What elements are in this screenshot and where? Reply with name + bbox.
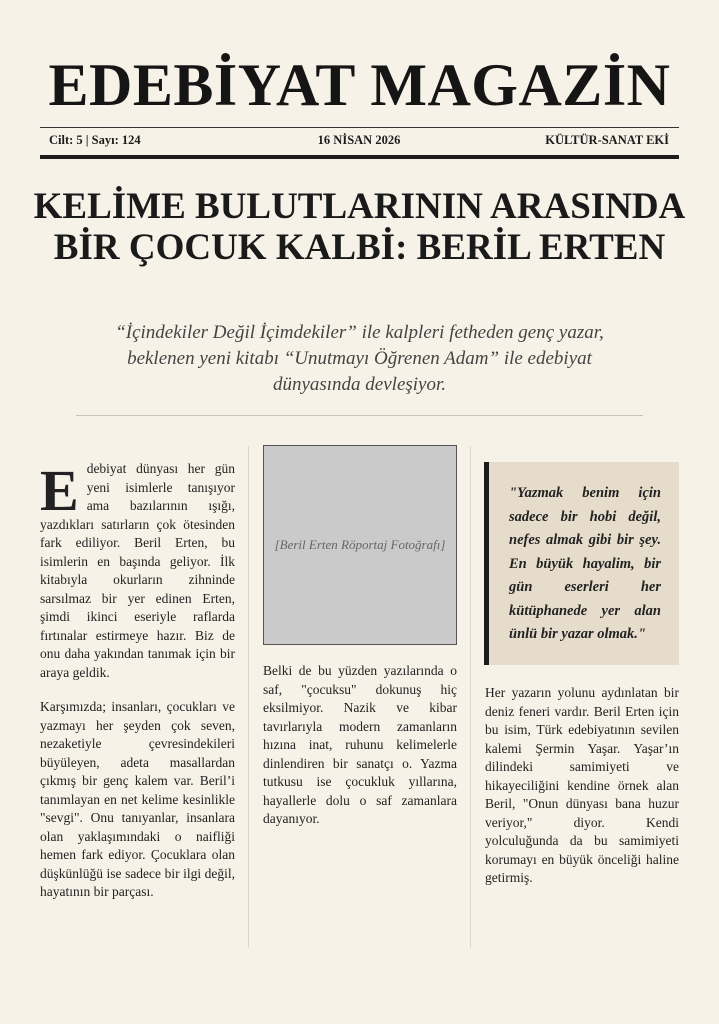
photo-caption: [Beril Erten Röportaj Fotoğrafı]	[274, 537, 446, 552]
article-column-1	[40, 460, 235, 918]
issue-number: Cilt: 5 | Sayı: 124	[49, 133, 141, 147]
column-divider-2	[470, 446, 471, 948]
article-column-2	[263, 662, 457, 845]
article-paragraph: Her yazarın yolunu aydınlatan bir deniz feneri vardır. Beril Erten için bu isim, Türk edebiyatının sevilen kalemi Şermin Yaşar. Yaşar’ın dilindeki samimiyeti ve hikayeciliğini kendine örnek alan Beril, "Onun dünyası bana huzur veriyor," diyor. Kendi yolculuğunda da bu samimiyeti korumayı en büyük önceliği haline getirmiş.	[485, 685, 679, 885]
pull-quote: "Yazmak benim için sadece bir hobi değil, nefes almak gibi bir şey. En büyük hayalim, bir gün eserleri her kütüphanede yer alan ünlü bir yazar olmak."	[484, 462, 679, 665]
drop-cap: E	[40, 458, 79, 523]
section-name: KÜLTÜR-SANAT EKİ	[545, 133, 669, 147]
article-column-3	[485, 684, 679, 904]
paragraph-text: debiyat dünyası her gün yeni isimlerle tanışıyor ama bazılarının ışığı, yazdıkları satırların çok ötesinden fark ediliyor. Beril Erten, bu isimlerin en başında geliyor. İlk kitabıyla okurların zihninde sarsılmaz bir yer edinen Erten, şimdi ikinci eseriyle raflarda fırtınalar estirmeye hazır. Biz de onu daha yakından tanımak için bir araya geldik.	[40, 461, 235, 680]
article-paragraph: Karşımızda; insanları, çocukları ve yazmayı her şeyden çok seven, nezaketiyle çevresindekileri büyüleyen, adeta masallardan çıkmış bir genç kalem var. Beril’i tanımlayan en net kelime kesinlikle "sevgi". Onu tanıyanlar, insanlara olan yaklaşımındaki o naifliği hemen fark ediyor. Çocuklara olan düşkünlüğü ise sadece bir ilgi değil, hayatının bir parçası.	[40, 699, 235, 899]
interview-photo-placeholder	[263, 445, 457, 645]
headline-divider	[76, 415, 643, 416]
article-paragraph	[40, 460, 235, 682]
article-paragraph: Belki de bu yüzden yazılarında o saf, "çocuksu" dokunuş hiç eksilmiyor. Nazik ve kibar tavırlarıyla modern zamanların hızına inat, ruhunu kelimelerle dinlendiren bir sanatçı o. Yazma tutkusu ise çocukluk yıllarına, hayallerle dolu o saf zamanlara dayanıyor.	[263, 663, 457, 826]
masthead-title: EDEBİYAT MAGAZİN	[48, 52, 671, 118]
issue-info-bar	[49, 133, 669, 149]
header-thick-divider	[40, 155, 679, 159]
column-divider-1	[248, 446, 249, 948]
article-headline: KELİME BULUTLARININ ARASINDA BİR ÇOCUK KALBİ: BERİL ERTEN	[33, 186, 686, 268]
article-subheadline: “İçindekiler Değil İçimdekiler” ile kalpleri fetheden genç yazar, beklenen yeni kitabı “Unutmayı Öğrenen Adam” ile edebiyat dünyasında devleşiyor.	[115, 322, 604, 395]
masthead-divider	[40, 127, 679, 128]
issue-date: 16 NİSAN 2026	[317, 133, 401, 147]
